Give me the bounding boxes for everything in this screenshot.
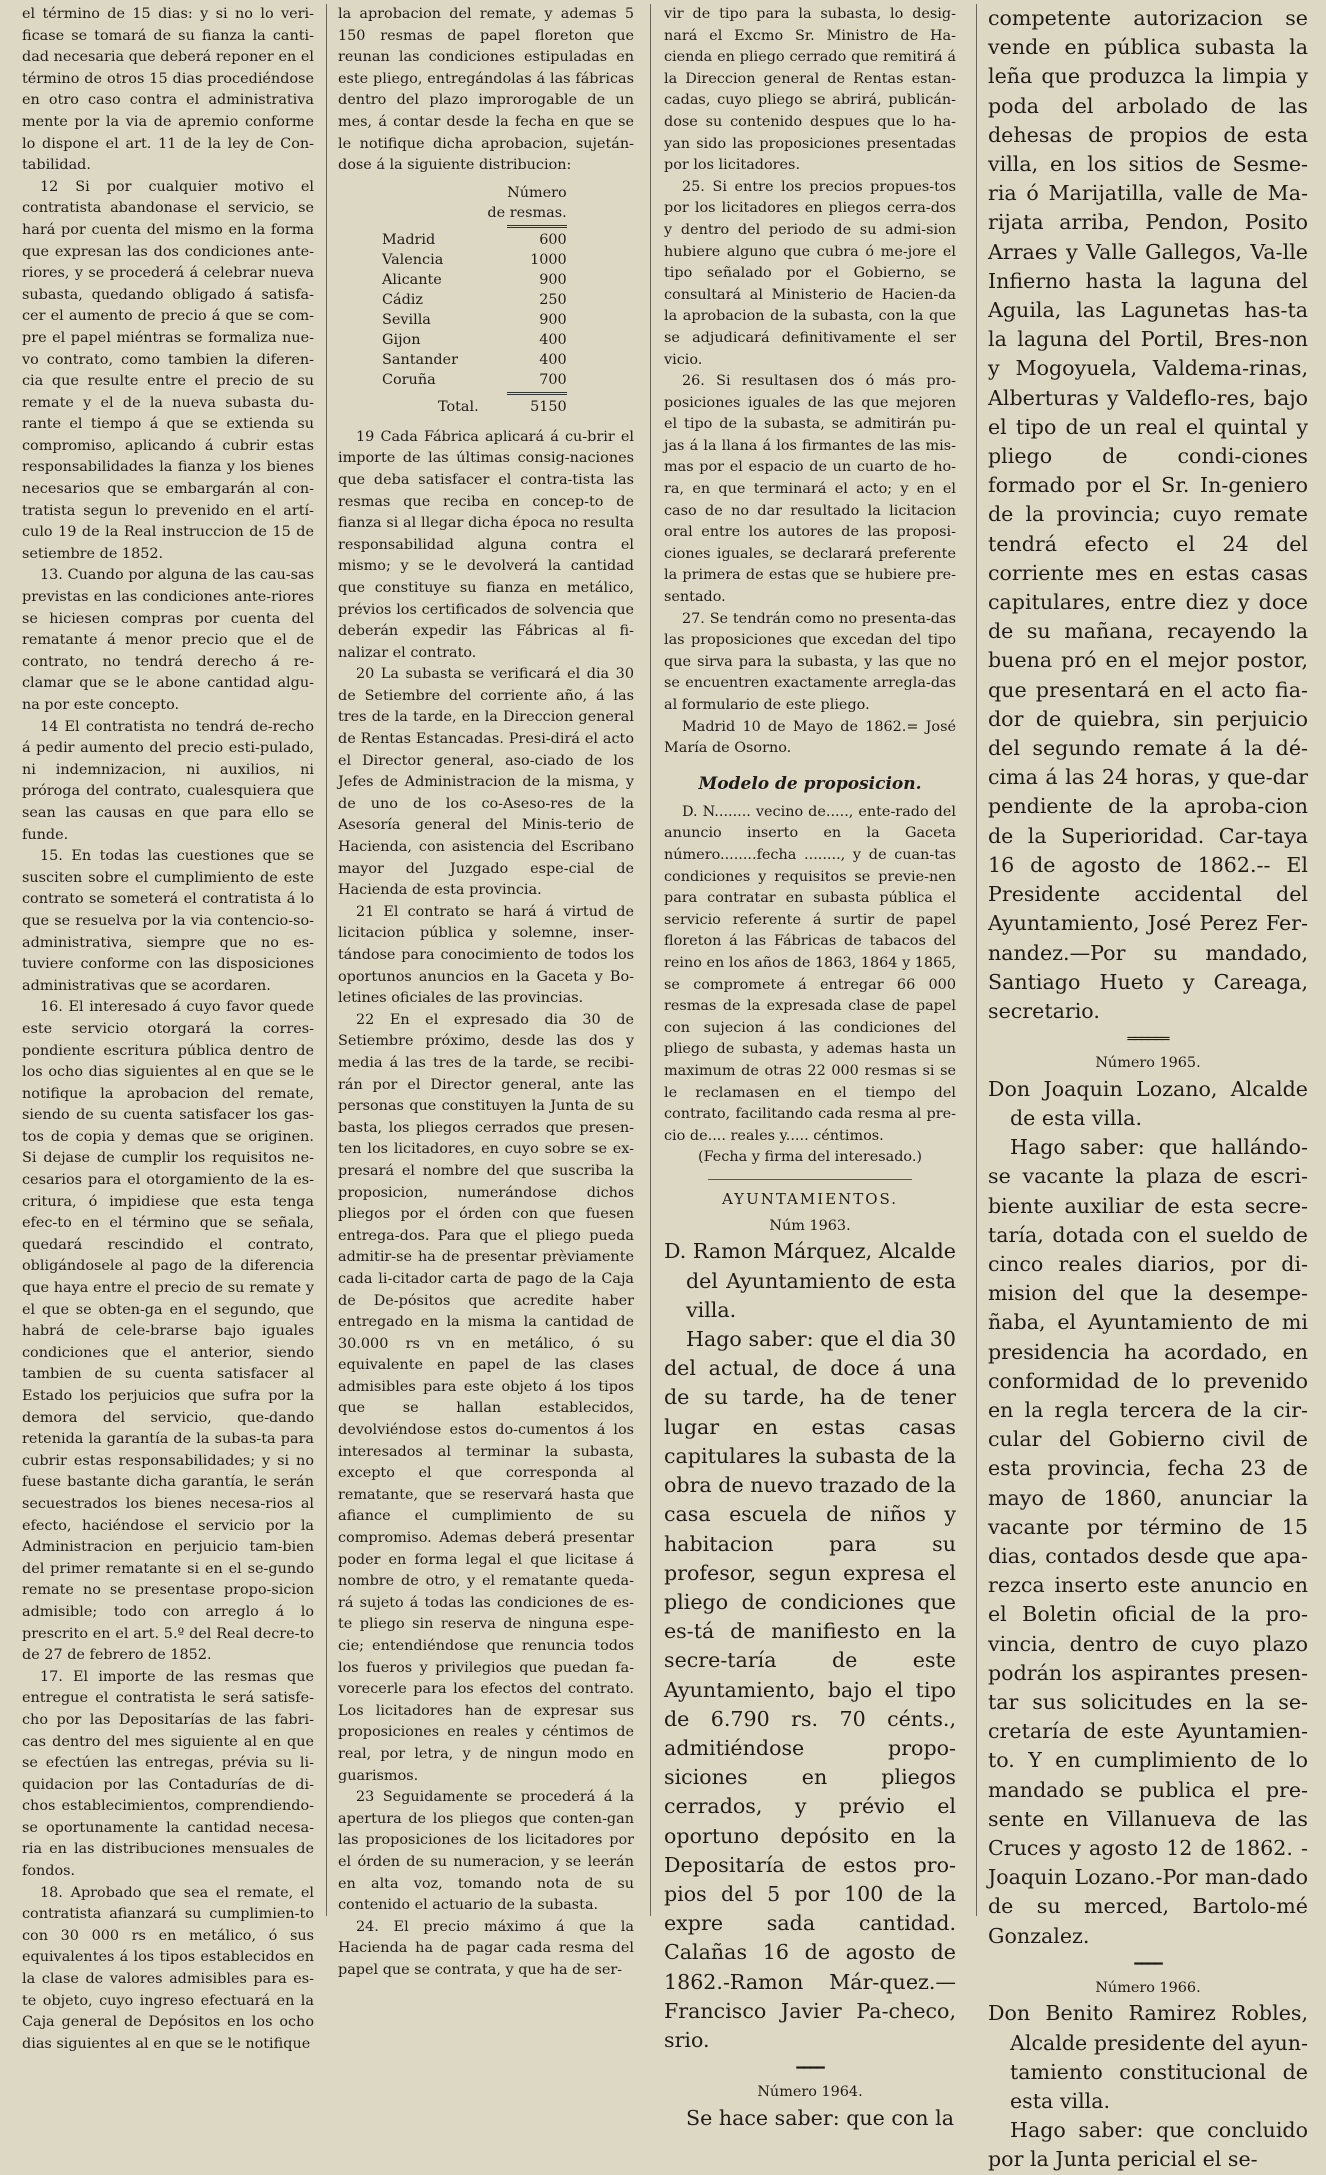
condition-14: 14 El contratista no tendrá de-recho á pedir aumento del precio esti-pulado, ni indemnizacion, ni auxilios, ni próroga del contrato, cualesquiera que sean las causas en que para ello se funde. (22, 718, 314, 843)
column-rule (976, 4, 977, 1916)
condition-17: 17. El importe de las resmas que entregue el contratista le será satisfe-cho por las Depositarías de las fabri-cas dentro del mes siguiente al en que se efectúen las entregas, prévia su li-quidacion por las Contadurías de di-chos establecimientos, comprendiendo-se oportunamente la cantidad necesa-ria en las distribuciones mensuales de fondos. (22, 1668, 314, 1880)
distribution-table (378, 183, 585, 417)
date-signature: Madrid 10 de Mayo de 1862.= José María de Osorno. (664, 718, 956, 757)
table-row: Coruña 700 (382, 371, 567, 388)
condition-22: 22 En el expresado dia 30 de Setiembre próximo, desde las dos y media á las tres de la tarde, se recibi-rán por el Director general, ante las personas que constituyen la Junta de su basta, los pliegos cerrados que presen-ten los licitadores, en cuyo sobre se ex-presará el nombre del que suscriba la proposicion, numerándose dichos pliegos por el órden con que fuesen entrega-dos. Para que el pliego pueda admitir-se ha de presentar prèviamente cada li-citador carta de pago de la Caja de De-pósitos que acredite haber entregado en la misma la cantidad de 30.000 rs vn en metálico, ó su equivalente en papel de las clases admisibles para este objeto á los tipos que se hallan establecidos, devolviéndose estos do-cumentos á los interesados al terminar la subasta, excepto el que corresponda al rematante, que se reservará hasta que afiance el cumplimiento de su compromiso. Ademas deberá presentar poder en forma legal el que licitase á nombre de otro, y el rematante queda-rá sujeto á todas las condiciones de es-te pliego sin reserva de ninguna espe-cie; entendiéndose que renuncia todos los fueros y privilegios que puedan fa-vorecerle para los efectos del contrato. Los licitadores han de expresar sus proposiciones en reales y céntimos de real, por letra, y de ningun modo en guarismos. (338, 1011, 634, 1784)
condition-27: 27. Se tendrán como no presenta-das las proposiciones que excedan del tipo que sirva para la subasta, y las que no se encuentren exactamente arregla-das al formulario de este pliego. (664, 610, 956, 713)
notice-text: Hago saber: que hallándo-se vacante la plaza de escri-biente auxiliar de esta secre-taría, dotada con el sueldo de cinco reales diarios, por di-mision del que la desempe-ñaba, el Ayuntamiento de mi presidencia ha acordado, en conformidad de lo prevenido en la regla tercera de la cir-cular del Gobierno civil de esta provincia, fecha 23 de mayo de 1860, anunciar la vacante por término de 15 dias, contados desde que apa-rezca inserto este anuncio en el Boletin oficial de la pro-vincia, dentro de cuyo plazo podrán los aspirantes presen-tar sus solicitudes en la se-cretaría de este Ayuntamien-to. Y en cumplimiento de lo mandado se publica el pre-sente en Villanueva de las Cruces y agosto 12 de 1862. -Joaquin Lozano.-Por man-dado de su merced, Bartolo-mé Gonzalez. (988, 1135, 1308, 1948)
table-row: Sevilla 900 (382, 311, 567, 328)
column-rule (650, 4, 651, 1916)
condition-25: 25. Si entre los precios propues-tos por los licitadores en pliegos cerra-dos y dentro del periodo de su admi-sion hubiere alguno que cubra ó me-jore el tipo señalado por el Gobierno, se consultará al Ministerio de Hacien-da la aprobacion de la subasta, con la que se adjudicará definitivamente el ser vicio. (664, 178, 956, 368)
model-text: D. N........ vecino de....., ente-rado del anuncio inserto en la Gaceta número........fecha ........, y de cuan-tas condiciones y requisitos se previe-nen para contratar en subasta pública el servicio referente á surtir de papel floreton á las Fábricas de tabacos del reino en los años de 1863, 1864 y 1865, se compromete á entregar 66 000 resmas de la expresada clase de papel con sujecion á las condiciones del pliego de subasta, y ademas hasta un maximum de otras 22 000 resmas si se le reclamasen en el tiempo del contrato, facilitando cada resma al pre-cio de.... reales y..... céntimos. (664, 803, 956, 1144)
condition-12: 12 Si por cualquier motivo el contratista abandonase el servicio, se hará por cuenta del mismo en la forma que expresan las dos condiciones ante-riores, y se procederá á celebrar nueva subasta, quedando obligado á satisfa-cer el aumento de precio á que se com-pre el papel miéntras se formaliza nue-vo contrato, como tambien la diferen-cia que resulte entre el precio de su remate y el de la nueva subasta du-rante el tiempo á que se extienda su compromiso, aplicando á cubrir estas responsabilidades la fianza y los bienes necesarios que se embargarán al con-tratista segun lo prevenido en el artí-culo 19 de la Real instruccion de 15 de setiembre de 1852. (22, 178, 314, 562)
notice-text: Hago saber: que el dia 30 del actual, de doce á una de su tarde, ha de tener lugar en estas casas capitulares la subasta de la obra de nuevo trazado de la casa escuela de niños y habitacion para su profesor, segun expresa el pliego de condiciones que es-tá de manifiesto en la secre-taría de este Ayuntamiento, bajo el tipo de 6.790 rs. 70 cénts., admitiéndose propo-siciones en pliegos cerrados, y prévio el oportuno depósito en la Depositaría de estos pro-pios del 5 por 100 de la expre sada cantidad. Calañas 16 de agosto de 1862.-Ramon Már-quez.—Francisco Javier Pa-checo, srio. (664, 1327, 956, 2052)
separator: ══════ (1127, 1032, 1169, 1048)
table-header: de resmas. (487, 204, 567, 221)
notice-number: Número 1964. (757, 2084, 863, 2101)
condition-15: 15. En todas las cuestiones que se susciten sobre el cumplimiento de este contrato se someterá el contratista á lo que se resuelva por la via contencio-so-administrativa, siempre que no es-tuviere conforme con las disposiciones administrativas que se acordaren. (22, 848, 314, 994)
notice-heading: Don Benito Ramirez Robles, Alcalde presidente del ayun-tamiento constitucional de esta villa. (988, 2001, 1308, 2113)
column-rule (326, 4, 327, 1916)
notice-text: Hago saber: que concluido por la Junta pericial el se- (988, 2118, 1308, 2172)
notice-text: Se hace saber: que con la (686, 2105, 954, 2130)
table-total-row: Total. 5150 (438, 398, 567, 415)
paragraph-continued: el término de 15 dias: y si no lo veri-ficase se tomará de su fianza la canti-dad necesaria que deberá reponer en el término de otros 15 dias procediéndose en otro caso contra el administrativa mente por la via de apremio conforme lo dispone el art. 11 de la ley de Con-tabilidad. (22, 6, 314, 174)
table-row: Cádiz 250 (382, 291, 567, 308)
condition-16: 16. El interesado á cuyo favor quede este servicio otorgará la corres-pondiente escritura pública dentro de los ocho dias siguientes al en que se le notifique la aprobacion del remate, siendo de su cuenta satisfacer los gas-tos de copia y demas que se originen. Si dejase de cumplir los requisitos ne-cesarios para el otorgamiento de la es-critura, ó impidiese que esta tenga efec-to en el término que se señala, quedará rescindido el contrato, obligándosele al pago de la diferencia que haya entre el precio de su remate y el que se obten-ga en el segundo, que habrá de cele-brarse bajo iguales condiciones que el anterior, siendo tambien de su cuenta satisfacer al Estado los perjuicios que sufra por la demora del servicio, que-dando retenida la garantía de la subas-ta para cubrir estas responsabilidades; y si no fuese bastante dicha garantía, le serán secuestrados los bienes necesa-rios al efecto, haciéndose el servicio por la Administracion en perjuicio tam-bien del primer rematante si en el se-gundo remate no se presentase propo-sicion admisible; todo con arreglo á lo prescrito en el art. 5.º del Real decre-to de 27 de febrero de 1852. (22, 999, 314, 1664)
column-3 (664, 4, 956, 2133)
condition-20: 20 La subasta se verificará el dia 30 de Setiembre del corriente año, á las tres de la tarde, en la Direccion general de Rentas Estancadas. Presi-dirá el acto el Director general, aso-ciado de los Jefes de Administracion de la misma, y de uno de los co-Aseso-res de la Asesoría general del Minis-terio de Hacienda, con asistencia del Escribano mayor del Juzgado espe-cial de Hacienda de esta provincia. (338, 666, 634, 899)
notice-heading: D. Ramon Márquez, Alcalde del Ayuntamiento de esta villa. (664, 1239, 956, 1322)
table-row: Gijon 400 (382, 331, 567, 348)
condition-21: 21 El contrato se hará á virtud de licitacion pública y solemne, inser-tándose para conocimiento de todos los oportunos anuncios en la Gaceta y Bo-letines oficiales de las provincias. (338, 903, 634, 1007)
table-row: Madrid 600 (382, 231, 567, 248)
column-2 (338, 4, 634, 1982)
condition-26: 26. Si resultasen dos ó más pro-posiciones iguales de las que mejoren el tipo de la subasta, se admitirán pu-jas á la llana á los firmantes de las mis-mas por el espacio de un cuarto de ho-ra, en que terminará el acto; y en el caso de no dar resultado la licitacion oral entre los autores de las proposi-ciones iguales, se declarará preferente la primera de estas que se hubiere pre-sentado. (664, 373, 956, 606)
separator: ━━━━ (1134, 1956, 1162, 1972)
notice-text: competente autorizacion se vende en pública subasta la leña que produzca la limpia y poda del arbolado de las dehesas de propios de esta villa, en los sitios de Sesme-ria ó Marijatilla, valle de Ma-rijata arriba, Pendon, Posito Arraes y Valle Gallegos, Va-lle Infierno hasta la laguna del Aguila, las Lagunetas has-ta la laguna del Portil, Bres-non y Mogoyuela, Valdema-rinas, Alberturas y Valdeflo-res, bajo el tipo de un real el quintal y pliego de condi-ciones formado por el Sr. In-geniero de la provincia; cuyo remate tendrá efecto el 24 del corriente mes en estas casas capitulares, entre diez y doce de su mañana, recayendo la buena pró en el mejor postor, que presentará en el acto fia-dor de quiebra, sin perjuicio del segundo remate á la dé-cima á las 24 horas, y que-dar pendiente de la aproba-cion de la Superioridad. Car-taya 16 de agosto de 1862.-- El Presidente accidental del Ayuntamiento, José Perez Fer-nandez.—Por su mandado, Santiago Hueto y Careaga, secretario. (988, 6, 1308, 1023)
table-row: Alicante 900 (382, 271, 567, 288)
condition-19: 19 Cada Fábrica aplicará á cu-brir el importe de las últimas consig-naciones que deba satisfacer el contra-tista las resmas que reciba en concep-to de fianza si al llegar dicha época no resulta responsabilidad alguna contra el mismo; y se le devolverá la cantidad que constituye su fianza en metálico, prévios los certificados de solvencia que deberán expedir las Fábricas al fi-nalizar el contrato. (338, 428, 634, 661)
notice-heading: Don Joaquin Lozano, Alcalde de esta villa. (988, 1076, 1308, 1130)
paragraph-continued: vir de tipo para la subasta, lo desig-nará el Excmo Sr. Ministro de Ha-cienda en pliego cerrado que remitirá á la Direccion general de Rentas estan-cadas, cuyo pliego se abrirá, publicán-dose su contenido despues que lo ha-yan sido las proposiciones presentadas por los licitadores. (664, 6, 956, 174)
condition-23: 23 Seguidamente se procederá á la apertura de los pliegos que conten-gan las proposiciones de los licitadores por el órden de su numeracion, y se leerán en alta voz, tomando nota de su contenido el actuario de la subasta. (338, 1789, 634, 1914)
section-title: AYUNTAMIENTOS. (721, 1189, 899, 1208)
model-signature: (Fecha y firma del interesado.) (697, 1149, 923, 1166)
separator (708, 1179, 912, 1180)
notice-number: Número 1965. (1095, 1055, 1201, 1072)
table-row: Santander 400 (382, 351, 567, 368)
notice-number: Núm 1963. (769, 1217, 851, 1234)
separator: ━━━━ (796, 2061, 824, 2077)
condition-24: 24. El precio máximo á que la Hacienda ha de pagar cada resma del papel que se contrata, y que ha de ser- (338, 1918, 634, 1978)
table-header: Número (507, 184, 567, 201)
table-row: Valencia 1000 (382, 251, 567, 268)
condition-13: 13. Cuando por alguna de las cau-sas previstas en las condiciones ante-riores se hiciesen compras por cuenta del rematante á menor precio que el de contrato, no tendrá derecho á re-clamar que se le abone cantidad algu-na por este concepto. (22, 567, 314, 713)
condition-18: 18. Aprobado que sea el remate, el contratista afianzará su cumplimien-to con 30 000 rs en metálico, ó sus equivalentes á los tipos establecidos en la clase de valores admisibles para es-te objeto, cuyo ingreso efectuará en la Caja general de Depósitos en los ocho dias siguientes al en que se le notifique (22, 1884, 314, 2052)
paragraph-continued: la aprobacion del remate, y ademas 5 150 resmas de papel floreton que reunan las condiciones estipuladas en este pliego, entregándolas á las fábricas dentro del plazo improrogable de un mes, á contar desde la fecha en que se le notifique dicha aprobacion, sujetán-dose á la siguiente distribucion: (338, 6, 634, 174)
column-4 (988, 4, 1308, 2175)
column-1 (22, 4, 314, 2055)
notice-number: Número 1966. (1095, 1979, 1201, 1996)
model-title: Modelo de proposicion. (698, 773, 922, 794)
